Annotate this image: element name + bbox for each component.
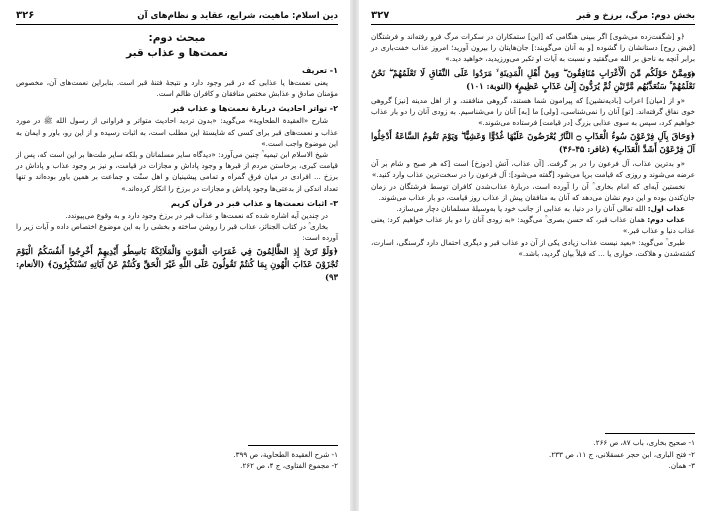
page-left xyxy=(0,0,350,511)
footnotes xyxy=(371,433,695,471)
footnote: ۲- فتح الباری، ابن حجر عسقلانی، ج ۱۱، ص ۲۳۳. xyxy=(549,449,695,459)
paragraph: طبری ؒ می‌گوید: «بعید نیست عذاب زیادی یکی از آن دو عذاب قبر و دیگری احتمال دارد گرسنگی، اسارت، کشته‌شدن و هلاکت، خواری یا ... که قبلاً بیان گردید، باشد.» xyxy=(371,237,695,258)
chapter-title-line-1: مبحث دوم: xyxy=(148,32,206,44)
footnote-divider xyxy=(248,445,338,446)
footnote-divider xyxy=(605,433,695,434)
footnote: ۲- مجموع الفتاوی، ج ۴، ص ۲۶۲. xyxy=(240,460,338,470)
header-title: بخش دوم: مرگ، برزخ و قبر xyxy=(576,11,695,21)
section-heading-2: ۲- تواتر احادیث دربارهٔ نعمت‌ها و عذاب قبر xyxy=(171,104,338,114)
paragraph-text: همان عذاب قبر، که حسن بصری ؒ می‌گوید: «به زودی آنان را دو بار عذاب خواهیم کرد: یعنی عذاب دنیا و عذاب قبر.» xyxy=(371,215,695,236)
section-heading-3: ۳- اثبات نعمت‌ها و عذاب قبر در قرآن کریم xyxy=(170,198,338,208)
paragraph: شیخ الاسلام ابن تیمیه ؒ چنین می‌آورد: «دیدگاه سایر مسلمانان و بلکه سایر ملت‌ها بر این است که، پس از قیامت کبری، برخاستن مردم از قبرها و وجود پاداش و مجازات در قیامت، و نیز بر وجود عذاب و پاداش در برزخ ... افرادی در میان فرق گمراه و تمامی پیشینیان و اهل سنّت و جماعت بر همین باور بوده‌اند و تنها تعداد اندکی از بدعتی‌ها وجود پاداش و مجازات در برزخ را انکار کرده‌اند.» xyxy=(16,150,338,193)
page-header xyxy=(16,10,338,25)
footnote: ۳- همان. xyxy=(668,460,695,470)
page-right xyxy=(359,0,709,511)
book-gutter xyxy=(350,0,359,511)
chapter-title-line-2: نعمت‌ها و عذاب قبر xyxy=(126,47,228,59)
label-second-punishment: عذاب دوم: xyxy=(647,215,685,225)
page-number: ۳۲۶ xyxy=(16,10,35,21)
section-heading-1: ۱- تعریف xyxy=(301,66,338,75)
paragraph: ﴿و [شگفت‌زده می‌شوی] اگر ببینی هنگامی که [این] ستمکاران در سکرات مرگ فرو رفته‌اند و فرشتگان [قبض روح] دستانشان را گشوده [و به آنان می‌گویند:] جان‌هایتان را بیرون آورید؛ امروز عذاب خفت‌باری در برابر آنچه به ناحق بر الله می‌گفتید و نسبت به آیات او تکبر می‌ورزیدید، خواهید دید.» xyxy=(371,32,695,64)
quran-verse: ﴿وَلَوْ تَرَىٰ إِذِ الظَّالِمُونَ فِي غَمَرَاتِ الْمَوْتِ وَالْمَلَائِكَةُ بَاسِطُو أَيْدِيهِمْ أَخْرِجُوا أَنفُسَكُمُ الْيَوْمَ تُجْزَوْنَ عَذَابَ الْهُونِ بِمَا كُنتُمْ تَقُولُونَ عَلَى اللَّهِ غَيْرَ الْحَقِّ وَكُنتُمْ عَنْ آيَاتِهِ تَسْتَكْبِرُونَ﴾ (الأنعام: ۹۳) xyxy=(16,246,338,283)
paragraph: «و از [میان] اعراب [بادیه‌نشین] که پیرامون شما هستند، گروهی منافقند، و از اهل مدینه [نیز] گروهی خوی نفاق گرفته‌اند. [تو] آنان را نمی‌شناسی، [ولی] ما [به] آنان را می‌شناسیم. به زودی آنان را دو بار عذاب خواهیم کرد، سپس به سوی عذابی بزرگ [در قیامت] فرستاده می‌شوند.» xyxy=(371,95,695,128)
paragraph: نخستین آیه‌ای که امام بخاری ؒ آن را آورده است، دربارهٔ عذاب‌شدن کافران توسط فرشتگان در زمان جان‌کندن بوده و این دوم نشان می‌دهد که آنان به منافقان پیش از عذاب روز قیامت، دو بار عذاب می‌شوند. xyxy=(371,181,695,202)
paragraph: در چندین آیه اشاره شده که نعمت‌ها و عذاب قبر در برزخ وجود دارد و به وقوع می‌پیوندد. xyxy=(65,210,328,220)
paragraph: بخاری ؒ در کتاب الجنائز، عذاب قبر را روشن ساخته و بخشی را به این موضوع اختصاص داده و آیات زیر را آورده است: xyxy=(16,222,338,243)
page-number: ۳۲۷ xyxy=(371,10,390,21)
paragraph: یعنی نعمت‌ها یا عذابی که در قبر وجود دارد و نتیجهٔ فتنهٔ قبر است. بنابراین نعمت‌های آن، مخصوص مؤمنان صادق و عذابش مختص منافقان و کافران ظالم است. xyxy=(16,78,338,99)
header-title: دین اسلام: ماهیت، شرایع، عقاید و نظام‌های آن xyxy=(137,11,338,21)
label-first-punishment: عذاب اول: xyxy=(647,204,685,214)
paragraph-text: الله تعالی آنان را در دنیا، به عذابی از جانب خود یا به‌وسیلهٔ مسلمانان دچار می‌سازد. xyxy=(396,204,646,214)
paragraph xyxy=(371,203,695,214)
paragraph: «و بدترین عذاب، آل فرعون را در بر گرفت. [آن عذاب، آتش [دوزخ] است [که هر صبح و شام بر آن عرضه می‌شوند و روزی که قیامت برپا می‌شود [گفته می‌شود]: آل فرعون را در سخت‌ترین عذاب وارد کنید.» xyxy=(371,159,695,180)
footnotes xyxy=(16,445,338,471)
footnote: ۱- شرح العقیدة الطحاویة، ص ۳۹۹. xyxy=(233,449,338,459)
page-header xyxy=(371,10,695,25)
paragraph xyxy=(371,214,695,236)
footnote: ۱- صحیح بخاری، باب ۸۷، ص ۲۶۶. xyxy=(593,438,695,448)
quran-verse: ﴿وَمِمَّنْ حَوْلَكُم مِّنَ الْأَعْرَابِ مُنَافِقُونَ ۖ وَمِنْ أَهْلِ الْمَدِينَةِ ۙ مَرَدُوا عَلَى النِّفَاقِ لَا تَعْلَمُهُمْ ۖ نَحْنُ نَعْلَمُهُمْ ۚ سَنُعَذِّبُهُم مَّرَّتَيْنِ ثُمَّ يُرَدُّونَ إِلَىٰ عَذَابٍ عَظِيمٍ﴾ (التوبة: ۱۰۱) xyxy=(371,67,695,91)
quran-verse: ﴿وَحَاقَ بِآلِ فِرْعَوْنَ سُوءُ الْعَذَابِ ۝ النَّارُ يُعْرَضُونَ عَلَيْهَا غُدُوًّا وَعَشِيًّا ۖ وَيَوْمَ تَقُومُ السَّاعَةُ أَدْخِلُوا آلَ فِرْعَوْنَ أَشَدَّ الْعَذَابِ﴾ (غافر: ۴۵-۴۶) xyxy=(371,131,695,155)
paragraph: شارح «العقیدة الطحاویة» می‌گوید: «بدون تردید احادیث متواتر و فراوانی از رسول الله ﷺ در مورد عذاب و نعمت‌های قبر برای کسی که شایستهٔ این مطلب است، به اثبات رسیده و از این رو، باور و ایمان به این موضوع واجب است.» xyxy=(16,116,338,148)
